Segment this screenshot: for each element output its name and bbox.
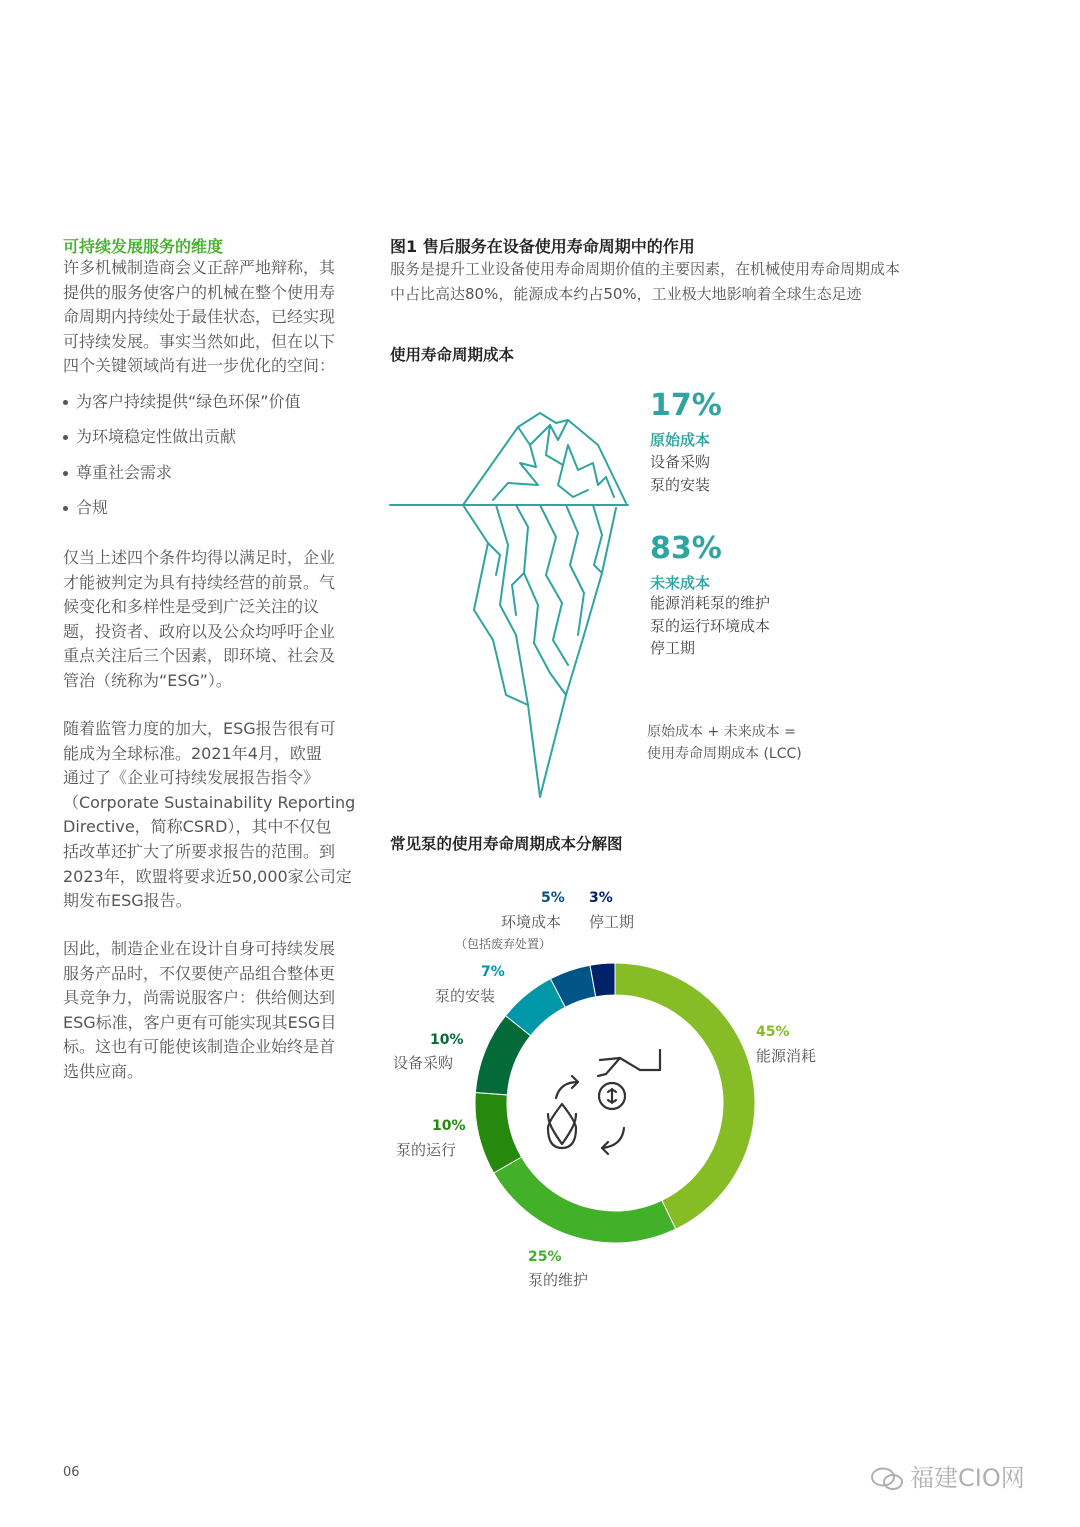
intro-paragraph: 许多机械制造商会义正辞严地辩称，其 提供的服务使客户的机械在整个使用寿 命周期内持续处于最佳状态，已经实现 可持续发展。事实当然如此，但在以下 四个关键领域尚有进一步优化的空间： <box>63 258 336 376</box>
slice-sublabel: （包括废弃处置） <box>455 937 552 951</box>
list-item: 为环境稳定性做出贡献 <box>63 425 301 460</box>
page-number: 06 <box>63 1465 80 1480</box>
slice-label: 泵的运行 <box>396 1141 457 1159</box>
donut-title: 常见泵的使用寿命周期成本分解图 <box>390 835 623 853</box>
original-cost-percent: 17% <box>650 388 722 423</box>
iceberg-illustration <box>388 405 633 805</box>
slice-label-pct: 3% <box>589 890 613 906</box>
slice-label-pct: 25% <box>528 1249 562 1265</box>
bullet-icon <box>63 471 68 476</box>
list-item: 为客户持续提供“绿色环保”价值 <box>63 390 301 425</box>
donut-slice <box>475 1093 521 1173</box>
wechat-icon <box>870 1466 904 1492</box>
slice-label: 泵的维护 <box>528 1271 589 1289</box>
figure-description: 服务是提升工业设备使用寿命周期价值的主要因素，在机械使用寿命周期成本 中占比高达80%，能源成本约占50%，工业极大地影响着全球生态足迹 <box>390 260 901 303</box>
slice-label: 停工期 <box>589 913 635 931</box>
bullet-list <box>63 390 301 532</box>
energy-cost-icon <box>548 1050 660 1154</box>
future-cost-items: 能源消耗泵的维护 泵的运行环境成本 停工期 <box>650 594 771 657</box>
slice-label: 设备采购 <box>393 1054 454 1072</box>
donut-slice <box>615 963 755 1229</box>
donut-chart <box>470 958 760 1248</box>
list-item: 合规 <box>63 496 301 531</box>
slice-label-pct: 10% <box>430 1032 464 1048</box>
lcc-formula: 原始成本 + 未来成本 = 使用寿命周期成本 (LCC) <box>647 724 802 762</box>
slice-label: 能源消耗 <box>756 1047 817 1065</box>
slice-label-pct: 10% <box>432 1118 466 1134</box>
paragraph-3: 随着监管力度的加大，ESG报告很有可 能成为全球标准。2021年4月，欧盟 通过了《企业可持续发展报告指令》 （Corporate Sustainability Reporting Directive，简称CSRD），其中不仅包 括改革还扩大了所要求报告的范围。到 2023年，欧盟将要求近50,000家公司定 期发布ESG报告。 <box>63 719 356 911</box>
future-cost-heading: 未来成本 <box>650 574 711 592</box>
section-heading: 可持续发展服务的维度 <box>63 237 224 256</box>
original-cost-items: 设备采购 泵的安装 <box>650 453 711 494</box>
bullet-icon <box>63 400 68 405</box>
figure-title: 图1 售后服务在设备使用寿命周期中的作用 <box>390 237 695 256</box>
lcc-title: 使用寿命周期成本 <box>390 346 515 364</box>
bullet-icon <box>63 435 68 440</box>
future-cost-percent: 83% <box>650 531 722 566</box>
watermark: 福建CIO网 <box>870 1458 1025 1493</box>
slice-label-pct: 7% <box>481 964 505 980</box>
paragraph-2: 仅当上述四个条件均得以满足时，企业 才能被判定为具有持续经营的前景。气 候变化和多样性是受到广泛关注的议 题，投资者、政府以及公众均呼吁企业 重点关注后三个因素，即环境、社会及 管治（统称为“ESG”）。 <box>63 548 336 690</box>
slice-label-pct: 45% <box>756 1024 790 1040</box>
slice-label: 泵的安装 <box>435 987 496 1005</box>
bullet-icon <box>63 506 68 511</box>
donut-slice <box>494 1157 676 1243</box>
paragraph-4: 因此，制造企业在设计自身可持续发展 服务产品时，不仅要使产品组合整体更 具竞争力，尚需说服客户：供给侧达到 ESG标准，客户更有可能实现其ESG目 标。这也有可能使该制造企业始终是首 选供应商。 <box>63 939 337 1081</box>
list-item: 尊重社会需求 <box>63 461 301 496</box>
slice-label: 环境成本 <box>501 913 562 931</box>
original-cost-heading: 原始成本 <box>650 431 711 449</box>
slice-label-pct: 5% <box>541 890 565 906</box>
